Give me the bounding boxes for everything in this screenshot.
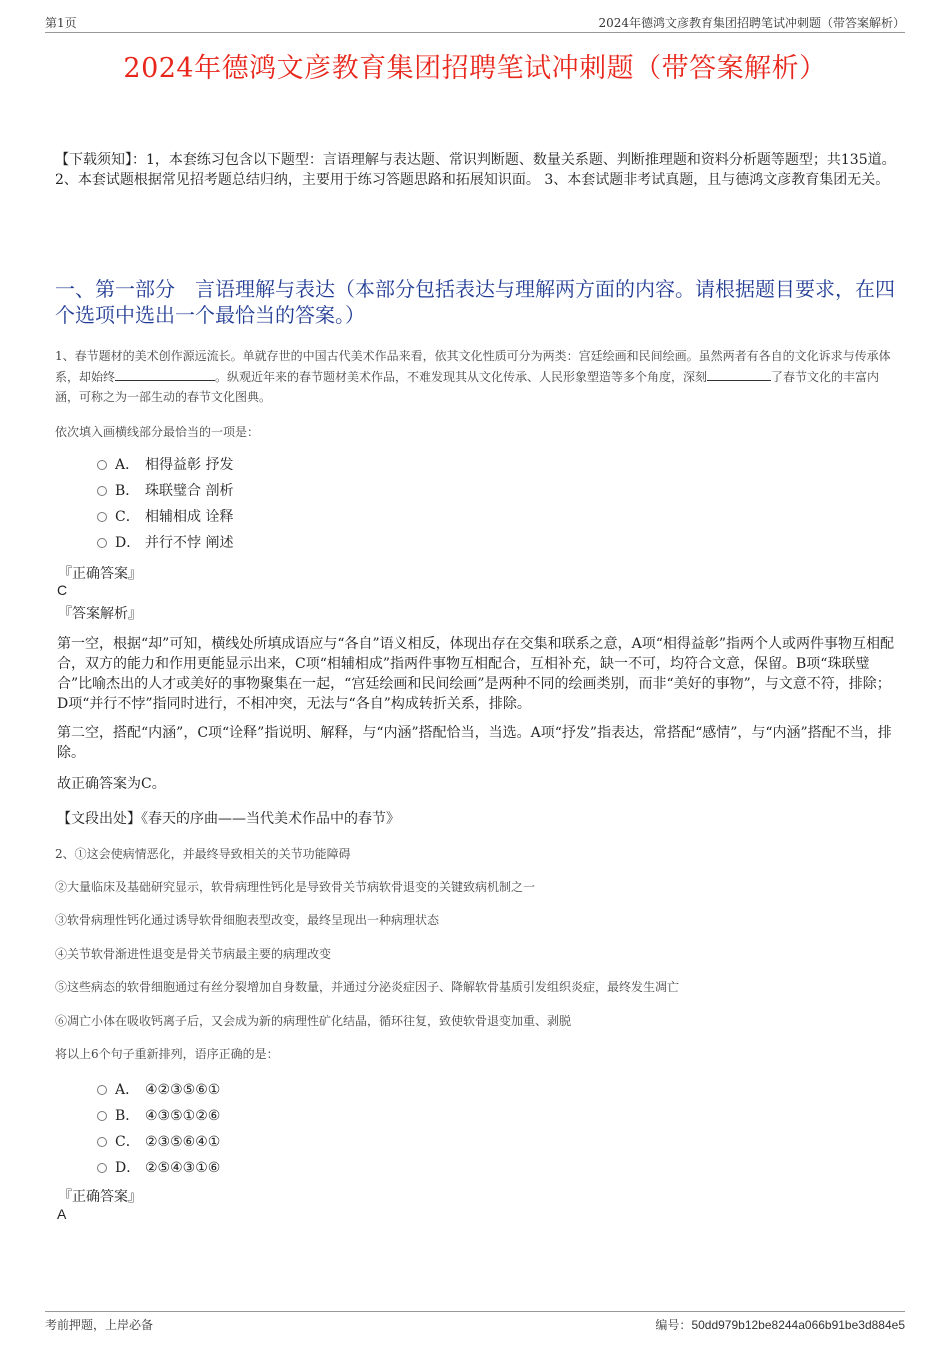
blank-1 (115, 366, 215, 381)
analysis-paragraph-2: 第二空，搭配“内涵”，C项“诠释”指说明、解释，与“内涵”搭配恰当，当选。A项“抒发”指表达，常搭配“感情”，与“内涵”搭配不当，排除。 (57, 725, 892, 761)
question-1-prompt: 依次填入画横线部分最恰当的一项是： (55, 425, 260, 439)
answer-value: C (57, 582, 68, 598)
question-2-sentence-5: ⑤这些病态的软骨细胞通过有丝分裂增加自身数量，并通过分泌炎症因子、降解软骨基质引发组织炎症，最终发生凋亡 (55, 980, 680, 994)
option-letter: D． (115, 535, 141, 551)
code-value: 50dd979b12be8244a066b91be3d884e5 (691, 1318, 905, 1332)
option-text: 相辅相成 诠释 (145, 509, 234, 525)
option-a[interactable] (97, 1077, 220, 1103)
question-2-sentence-1: 2、①这会使病情恶化，并最终导致相关的关节功能障碍 (55, 847, 351, 861)
blank-2 (707, 366, 771, 381)
question-2-sentence-4: ④关节软骨渐进性退变是骨关节病最主要的病理改变 (55, 947, 332, 961)
option-text: 珠联璧合 剖析 (145, 483, 234, 499)
radio-icon[interactable] (97, 460, 107, 470)
code-label: 编号： (655, 1318, 692, 1332)
option-letter: B． (115, 1108, 140, 1124)
radio-icon[interactable] (97, 1111, 107, 1121)
page-footer (45, 1311, 905, 1334)
header-doc-title: 2024年德鸿文彦教育集团招聘笔试冲刺题（带答案解析） (598, 16, 905, 30)
option-b[interactable] (97, 1103, 220, 1129)
document-code (655, 1316, 905, 1333)
radio-icon[interactable] (97, 1137, 107, 1147)
radio-icon[interactable] (97, 538, 107, 548)
option-text: 相得益彰 抒发 (145, 457, 234, 473)
option-c[interactable] (97, 504, 233, 530)
download-notice: 【下载须知】：1，本套练习包含以下题型：言语理解与表达题、常识判断题、数量关系题、判断推理题和资料分析题等题型；共135道。 2、本套试题根据常见招考题总结归纳，主要用于练习答题思路和拓展知识面。 3、本套试题非考试真题，且与德鸿文彦教育集团无关。 (55, 152, 896, 188)
analysis-paragraph-1: 第一空，根据“却”可知，横线处所填成语应与“各自”语义相反，体现出存在交集和联系之意，A项“相得益彰”指两个人或两件事物互相配合，双方的能力和作用更能显示出来，C项“相辅相成”指两件事物互相配合，互相补充，缺一不可，均符合文意，保留。B项“珠联璧合”比喻杰出的人才或美好的事物聚集在一起，“宫廷绘画和民间绘画”是两种不同的绘画类别，而非“美好的事物”，与文意不符，排除；D项“并行不悖”指同时进行，不相冲突，无法与“各自”构成转折关系，排除。 (57, 636, 895, 712)
question-2-sentence-6: ⑥凋亡小体在吸收钙离子后，又会成为新的病理性矿化结晶，循环往复，致使软骨退变加重、剥脱 (55, 1014, 572, 1028)
option-d[interactable] (97, 530, 233, 556)
radio-icon[interactable] (97, 512, 107, 522)
question-1-options (97, 452, 233, 556)
page-header (45, 14, 905, 33)
question-2-sentence-2: ②大量临床及基础研究显示，软骨病理性钙化是导致骨关节病软骨退变的关键致病机制之一 (55, 880, 536, 894)
option-letter: B． (115, 483, 140, 499)
question-2-options (97, 1077, 220, 1181)
option-text: ④②③⑤⑥① (145, 1082, 221, 1098)
answer-label: 『正确答案』 (58, 566, 142, 582)
option-letter: A． (115, 457, 140, 473)
option-text: 并行不悖 阐述 (145, 535, 234, 551)
question-1-part-c: 了春节文化的丰富内涵，可称之为一部生动的春节文化图典。 (55, 370, 880, 404)
question-2-sentence-3: ③软骨病理性钙化通过诱导软骨细胞表型改变，最终呈现出一种病理状态 (55, 913, 440, 927)
question-1-part-b: 。纵观近年来的春节题材美术作品，不难发现其从文化传承、人民形象塑造等多个角度，深刻 (215, 370, 708, 384)
option-text: ②③⑤⑥④① (145, 1134, 221, 1150)
section-title: 一、第一部分 言语理解与表达（本部分包括表达与理解两方面的内容。请根据题目要求，在四个选项中选出一个最恰当的答案。） (55, 277, 895, 327)
question-1-part-a: 1、春节题材的美术创作源远流长。单就存世的中国古代美术作品来看，依其文化性质可分为两类：宫廷绘画和民间绘画。虽然两者有各自的文化诉求与传承体系，却始终 (55, 349, 891, 384)
radio-icon[interactable] (97, 1085, 107, 1095)
source-citation: 【文段出处】《春天的序曲——当代美术作品中的春节》 (57, 811, 400, 827)
option-b[interactable] (97, 478, 233, 504)
question-2-prompt: 将以上6个句子重新排列，语序正确的是： (55, 1047, 279, 1061)
option-a[interactable] (97, 452, 233, 478)
analysis-label: 『答案解析』 (58, 606, 142, 622)
question-1-text (55, 346, 900, 407)
option-c[interactable] (97, 1129, 220, 1155)
option-letter: A． (115, 1082, 140, 1098)
option-letter: C． (115, 509, 140, 525)
page-title: 2024年德鸿文彦教育集团招聘笔试冲刺题（带答案解析） (123, 53, 827, 84)
radio-icon[interactable] (97, 1163, 107, 1173)
footer-slogan: 考前押题，上岸必备 (45, 1318, 154, 1332)
radio-icon[interactable] (97, 486, 107, 496)
option-letter: C． (115, 1134, 140, 1150)
answer-value: A (57, 1206, 67, 1222)
option-text: ④③⑤①②⑥ (145, 1108, 221, 1124)
analysis-conclusion: 故正确答案为C。 (57, 776, 166, 792)
option-letter: D． (115, 1160, 141, 1176)
page-number: 第1页 (45, 16, 77, 30)
option-d[interactable] (97, 1155, 220, 1181)
answer-label: 『正确答案』 (58, 1189, 142, 1205)
option-text: ②⑤④③①⑥ (145, 1160, 221, 1176)
